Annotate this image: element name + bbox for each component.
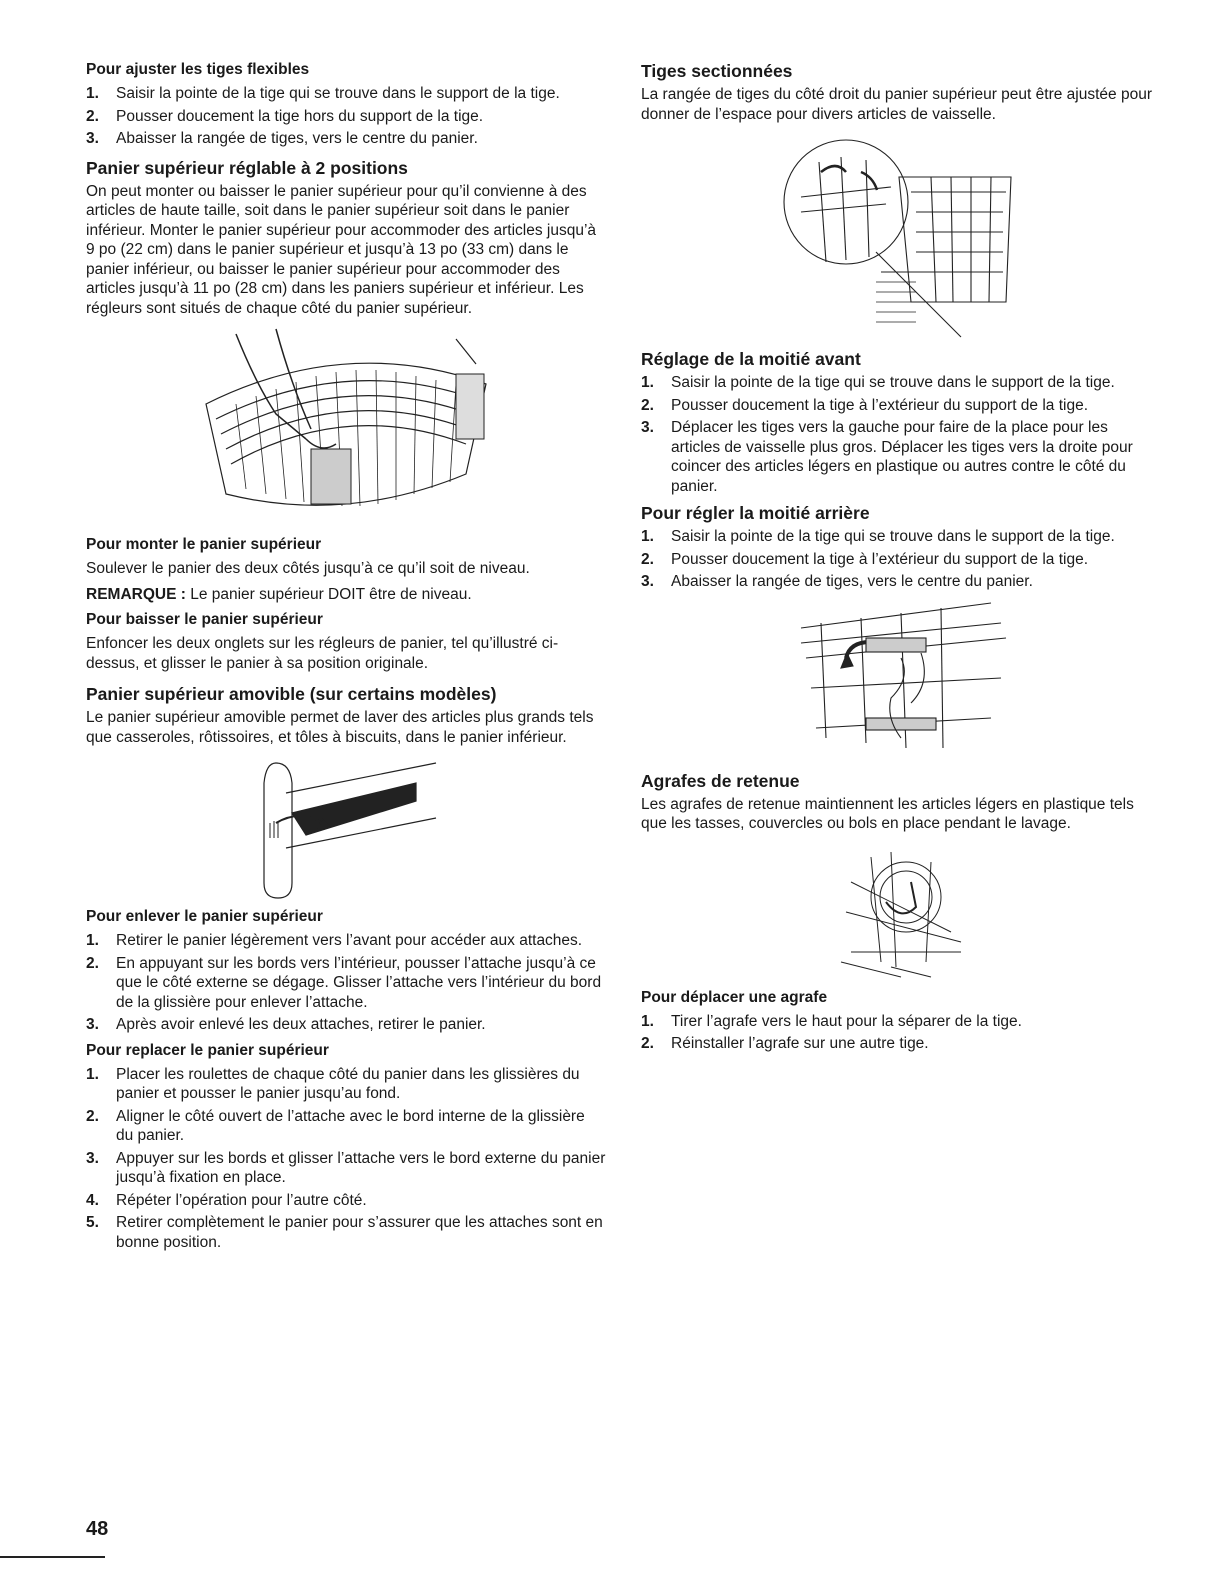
footer-rule: [0, 1556, 105, 1558]
list-item: 1. Saisir la pointe de la tige qui se trouve dans le support de la tige.: [86, 85, 560, 102]
rack-stop-illustration: [246, 753, 446, 901]
heading-adjustable-rack: Panier supérieur réglable à 2 positions: [86, 157, 408, 178]
heading-removable-rack: Panier supérieur amovible (sur certains modèles): [86, 684, 497, 704]
list-item: 2. Aligner le côté ouvert de l’attache avec le bord interne de la glissière du panier.: [86, 1107, 585, 1144]
back-half-steps: [641, 527, 1161, 592]
back-half-tines-illustration: [791, 598, 1011, 758]
list-item: 1. Saisir la pointe de la tige qui se trouve dans le support de la tige.: [641, 374, 1115, 391]
note: REMARQUE : Le panier supérieur DOIT être de niveau.: [86, 585, 472, 603]
list-item: 2. Pousser doucement la tige à l’extérieur du support de la tige.: [641, 396, 1089, 414]
heading-sectioned-tines: Tiges sectionnées: [641, 61, 793, 81]
right-column: [641, 60, 1161, 1060]
raise-rack-text: Soulever le panier des deux côtés jusqu’à ce qu’il soit de niveau.: [86, 560, 530, 577]
list-item: 2. Pousser doucement la tige à l’extérieur du support de la tige.: [641, 550, 1089, 568]
list-item: 4. Répéter l’opération pour l’autre côté.: [86, 1191, 367, 1209]
list-item: 1. Tirer l’agrafe vers le haut pour la séparer de la tige.: [641, 1012, 1022, 1030]
heading-retaining-clips: Agrafes de retenue: [641, 770, 800, 791]
heading-replace-rack: Pour replacer le panier supérieur: [86, 1041, 329, 1059]
adjust-tines-steps: [86, 84, 606, 149]
heading-raise-rack: Pour monter le panier supérieur: [86, 536, 322, 553]
adjustable-rack-text: On peut monter ou baisser le panier supérieur pour qu’il convienne à des articles de haute taille, soit dans le panier supérieur soit dans le panier inférieur. Monter le panier supérieur pour accommoder des articles jusqu’à 9 po (22 cm) dans le panier supérieur et jusqu’à 13 po (33 cm) dans le panier inférieur, ou baisser le panier supérieur pour accommoder des articles jusqu’à 11 po (28 cm) dans les paniers supérieur et inférieur. Les régleurs sont situés de chaque côté du panier supérieur.: [86, 182, 597, 317]
remove-rack-steps: [86, 931, 606, 1035]
list-item: 2. En appuyant sur les bords vers l’intérieur, pousser l’attache jusqu’à ce que le côté externe se dégage. Glisser l’attache vers l’intérieur du bord de la glissière pour enlever l’attache.: [86, 954, 602, 1011]
list-item: 3. Abaisser la rangée de tiges, vers le centre du panier.: [641, 573, 1033, 590]
page-number: 48: [86, 1518, 109, 1540]
retaining-clips-text: Les agrafes de retenue maintiennent les articles légers en plastique tels que les tasses, couvercles ou bols en place pendant le lavage.: [641, 795, 1134, 832]
heading-remove-rack: Pour enlever le panier supérieur: [86, 908, 323, 925]
retaining-clip-illustration: [831, 852, 971, 982]
heading-front-half: Réglage de la moitié avant: [641, 349, 861, 369]
lower-rack-text: Enfoncer les deux onglets sur les régleurs de panier, tel qu’illustré ci-dessus, et glisser le panier à sa position originale.: [86, 635, 559, 672]
list-item: 3. Déplacer les tiges vers la gauche pour faire de la place pour les articles de vaisselle plus gros. Déplacer les tiges vers la droite pour coincer des articles légers en plastique ou autres contre le côté du panier.: [641, 419, 1133, 495]
list-item: 5. Retirer complètement le panier pour s’assurer que les attaches sont en bonne position.: [86, 1214, 603, 1251]
list-item: 3. Appuyer sur les bords et glisser l’attache vers le bord externe du panier jusqu’à fixation en place.: [86, 1149, 606, 1186]
removable-rack-text: Le panier supérieur amovible permet de laver des articles plus grands tels que casseroles, rôtissoires, et tôles à biscuits, dans le panier inférieur.: [86, 709, 594, 746]
list-item: 3. Après avoir enlevé les deux attaches, retirer le panier.: [86, 1016, 486, 1033]
heading-move-clip: Pour déplacer une agrafe: [641, 988, 828, 1006]
rack-adjuster-illustration: [196, 324, 496, 529]
heading-lower-rack: Pour baisser le panier supérieur: [86, 611, 323, 628]
sectioned-tines-illustration: [781, 132, 1021, 344]
list-item: 2. Réinstaller l’agrafe sur une autre tige.: [641, 1035, 929, 1052]
list-item: 1. Retirer le panier légèrement vers l’avant pour accéder aux attaches.: [86, 932, 583, 949]
list-item: 2. Pousser doucement la tige hors du support de la tige.: [86, 107, 484, 125]
list-item: 1. Placer les roulettes de chaque côté du panier dans les glissières du panier et pousser le panier jusqu’au fond.: [86, 1065, 580, 1102]
heading-adjust-tines: Pour ajuster les tiges flexibles: [86, 61, 310, 78]
left-column: [86, 60, 606, 1258]
move-clip-steps: [641, 1012, 1161, 1054]
list-item: 3. Abaisser la rangée de tiges, vers le centre du panier.: [86, 130, 478, 147]
list-item: 1. Saisir la pointe de la tige qui se trouve dans le support de la tige.: [641, 528, 1115, 545]
replace-rack-steps: [86, 1065, 606, 1253]
heading-back-half: Pour régler la moitié arrière: [641, 503, 870, 523]
sectioned-tines-text: La rangée de tiges du côté droit du panier supérieur peut être ajustée pour donner de l’espace pour divers articles de vaisselle.: [641, 86, 1152, 123]
front-half-steps: [641, 373, 1161, 496]
